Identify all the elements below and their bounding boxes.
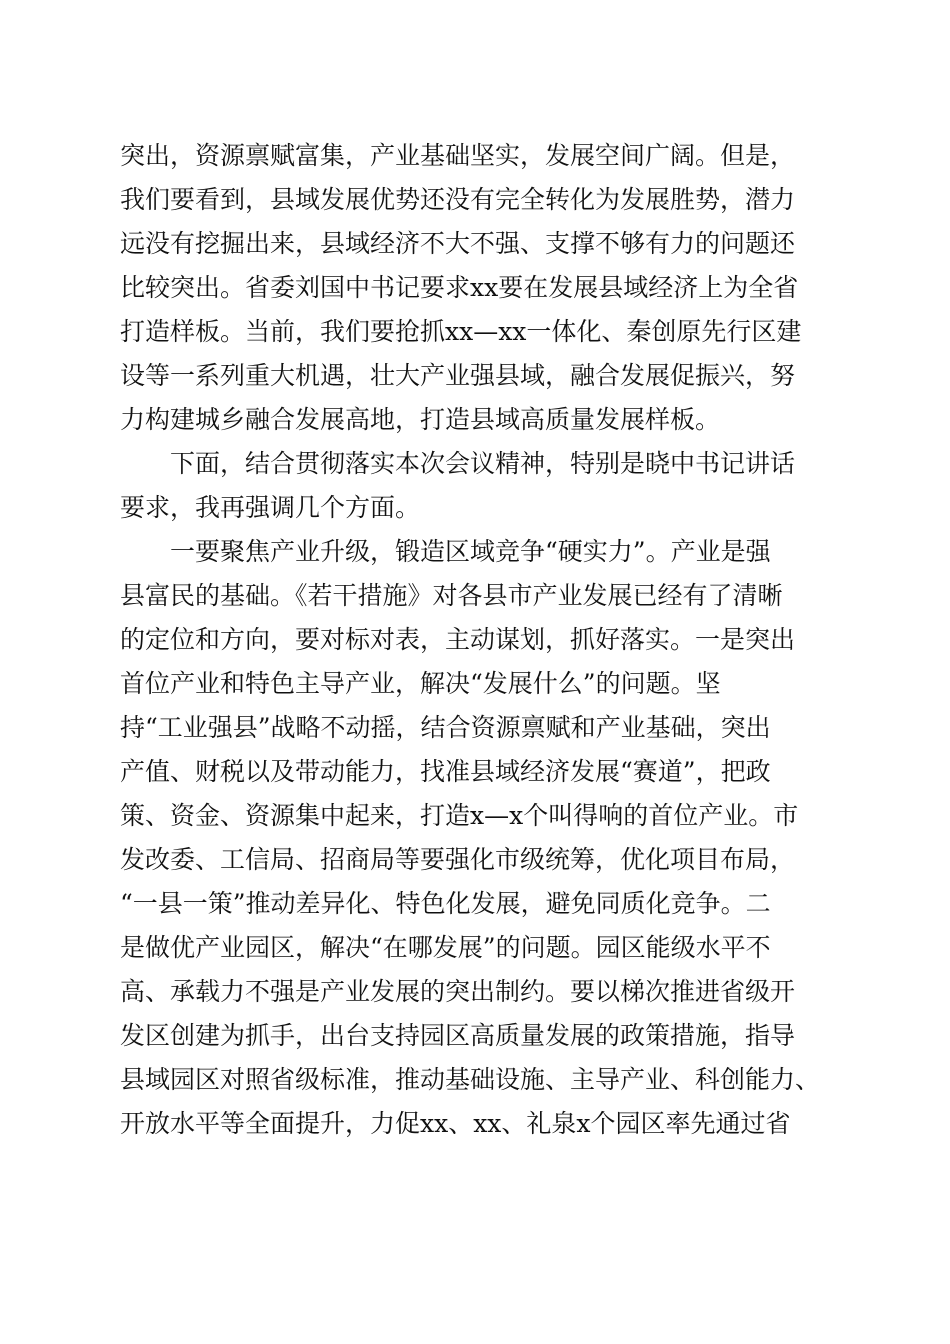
text-line: 设等一系列重大机遇，壮大产业强县域，融合发展促振兴，努 [120, 361, 796, 390]
text-line: 首位产业和特色主导产业，解决“发展什么”的问题。坚 [120, 669, 721, 698]
body-text [120, 134, 840, 1146]
text-line: 县富民的基础。《若干措施》对各县市产业发展已经有了清晰 [120, 581, 783, 610]
text-line: 持“工业强县”战略不动摇，结合资源禀赋和产业基础，突出 [120, 713, 771, 742]
text-line: 发区创建为抓手，出台支持园区高质量发展的政策措施，指导 [120, 1021, 796, 1050]
text-line: 要求，我再强调几个方面。 [120, 493, 421, 522]
text-line: 发改委、工信局、招商局等要强化市级统筹，优化项目布局， [120, 845, 796, 874]
text-line: 高、承载力不强是产业发展的突出制约。要以梯次推进省级开 [120, 977, 796, 1006]
paragraph [120, 134, 840, 442]
text-line: 下面，结合贯彻落实本次会议精神，特别是晓中书记讲话 [120, 449, 796, 478]
text-line: 远没有挖掘出来，县域经济不大不强、支撑不够有力的问题还 [120, 229, 796, 258]
text-line: 一要聚焦产业升级，锻造区域竞争“硬实力”。产业是强 [120, 537, 771, 566]
text-line: 策、资金、资源集中起来，打造x—x个叫得响的首位产业。市 [120, 801, 799, 830]
text-line: 我们要看到，县域发展优势还没有完全转化为发展胜势，潜力 [120, 185, 796, 214]
paragraph [120, 442, 840, 530]
text-line: 突出，资源禀赋富集，产业基础坚实，发展空间广阔。但是， [120, 141, 796, 170]
text-line: 县域园区对照省级标准，推动基础设施、主导产业、科创能力、 [120, 1065, 821, 1094]
text-line: 比较突出。省委刘国中书记要求xx要在发展县域经济上为全省 [120, 273, 799, 302]
text-line: “一县一策”推动差异化、特色化发展，避免同质化竞争。二 [120, 889, 771, 918]
text-line: 打造样板。当前，我们要抢抓xx—xx一体化、秦创原先行区建 [120, 317, 802, 346]
text-line: 产值、财税以及带动能力，找准县域经济发展“赛道”，把政 [120, 757, 771, 786]
text-line: 是做优产业园区，解决“在哪发展”的问题。园区能级水平不 [120, 933, 771, 962]
text-line: 开放水平等全面提升，力促xx、xx、礼泉x个园区率先通过省 [120, 1109, 791, 1138]
text-line: 力构建城乡融合发展高地，打造县域高质量发展样板。 [120, 405, 721, 434]
paragraph [120, 530, 840, 1146]
text-line: 的定位和方向，要对标对表，主动谋划，抓好落实。一是突出 [120, 625, 796, 654]
